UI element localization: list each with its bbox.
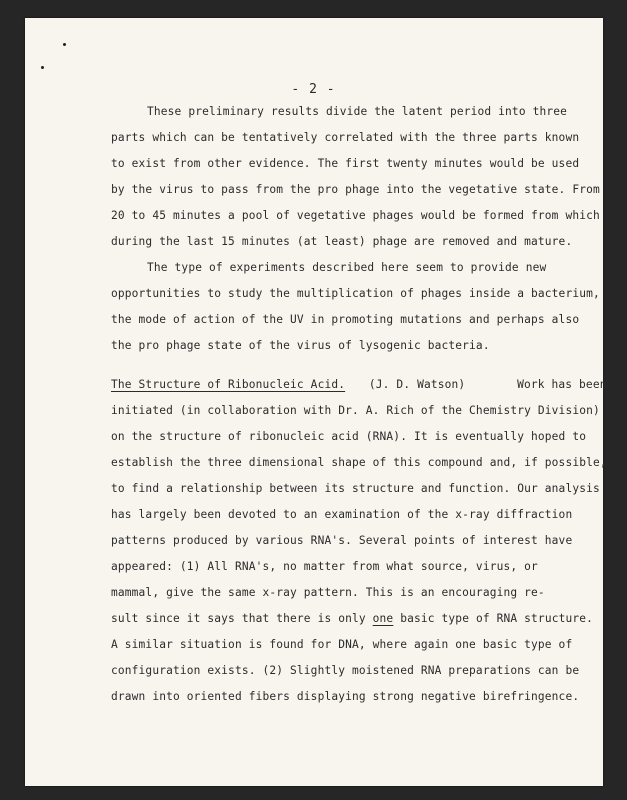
section-first-line-rest: Work has been — [517, 378, 607, 391]
text-line: patterns produced by various RNA's. Several points of interest have — [111, 534, 573, 547]
text-line: These preliminary results divide the latent period into three — [147, 105, 568, 118]
text-line: to exist from other evidence. The first twenty minutes would be used — [111, 157, 580, 170]
text-line: establish the three dimensional shape of this compound and, if possible, — [111, 456, 607, 469]
text-segment: basic type of RNA structure. — [400, 612, 594, 625]
text-line: the mode of action of the UV in promoting mutations and perhaps also — [111, 313, 580, 326]
text-line: has largely been devoted to an examination of the x-ray diffraction — [111, 508, 573, 521]
text-line: by the virus to pass from the pro phage into the vegetative state. From — [111, 183, 600, 196]
text-line: parts which can be tentatively correlated with the three parts known — [111, 131, 580, 144]
page-number: - 2 - — [291, 82, 336, 97]
emphasis-line — [111, 611, 593, 627]
text-line: configuration exists. (2) Slightly moistened RNA preparations can be — [111, 664, 580, 677]
text-segment: sult since it says that there is only — [111, 612, 366, 625]
text-line: during the last 15 minutes (at least) phage are removed and mature. — [111, 235, 573, 248]
text-line: mammal, give the same x-ray pattern. This is an encouraging re- — [111, 586, 545, 599]
text-line: drawn into oriented fibers displaying strong negative birefringence. — [111, 690, 580, 703]
text-line: initiated (in collaboration with Dr. A. Rich of the Chemistry Division) — [111, 404, 600, 417]
text-line: A similar situation is found for DNA, where again one basic type of — [111, 638, 573, 651]
emphasized-word: one — [372, 612, 394, 625]
text-line: opportunities to study the multiplication of phages inside a bacterium, — [111, 287, 600, 300]
text-line: 20 to 45 minutes a pool of vegetative phages would be formed from which — [111, 209, 600, 222]
text-line: the pro phage state of the virus of lysogenic bacteria. — [111, 339, 490, 352]
text-line: The type of experiments described here seem to provide new — [147, 261, 547, 274]
text-line: on the structure of ribonucleic acid (RNA). It is eventually hoped to — [111, 430, 587, 443]
text-line: to find a relationship between its structure and function. Our analysis — [111, 482, 600, 495]
section-author: (J. D. Watson) — [368, 378, 466, 391]
text-line: appeared: (1) All RNA's, no matter from what source, virus, or — [111, 560, 538, 573]
section-heading: The Structure of Ribonucleic Acid. — [111, 378, 346, 391]
section-heading-line — [111, 377, 607, 393]
